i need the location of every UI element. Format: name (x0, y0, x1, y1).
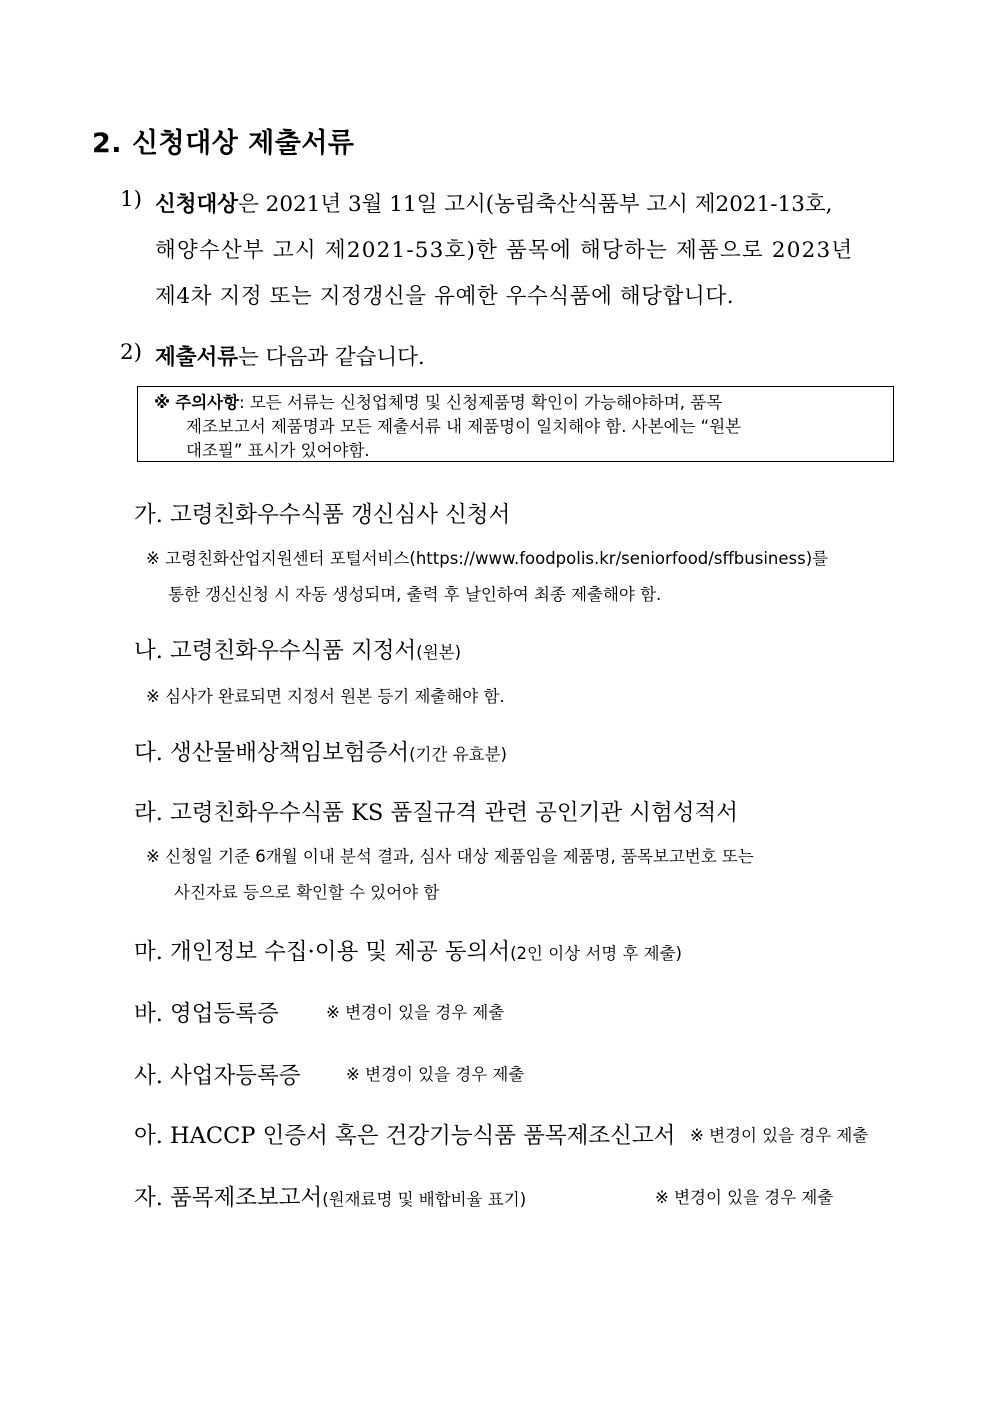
item-da-label: 다. 생산물배상책임보험증서 (134, 740, 410, 766)
documents-number: 2) (120, 340, 143, 365)
documents-line-text: 는 다음과 같습니다. (238, 345, 425, 370)
item-sa-label: 사. 사업자등록증 (134, 1063, 301, 1089)
item-ja-label: 자. 품목제조보고서 (134, 1185, 323, 1211)
item-ga-note-1: ※ 고령친화산업지원센터 포털서비스(https://www.foodpolis.kr/seniorfood/sffbusiness)를 (146, 549, 829, 568)
notice-line-3: 대조필” 표시가 있어야함. (186, 441, 370, 460)
notice-mark: ※ (154, 393, 171, 412)
target-line-2: 해양수산부 고시 제2021-53호)한 품목에 해당하는 제품으로 2023년 (155, 238, 854, 263)
item-ga-note-2: 통한 갱신신청 시 자동 생성되며, 출력 후 날인하여 최종 제출해야 함. (168, 585, 662, 604)
notice-line-1-text: : 모든 서류는 신청업체명 및 신청제품명 확인이 가능해야하며, 품목 (239, 393, 723, 412)
notice-label: 주의사항 (175, 393, 240, 412)
item-ma-suffix: (2인 이상 서명 후 제출) (510, 944, 682, 963)
item-ba-label: 바. 영업등록증 (134, 1001, 279, 1027)
item-ra-label: 라. 고령친화우수식품 KS 품질규격 관련 공인기관 시험성적서 (134, 800, 738, 826)
item-ga-label: 가. 고령친화우수식품 갱신심사 신청서 (134, 502, 511, 528)
target-line-3: 제4차 지정 또는 지정갱신을 유예한 우수식품에 해당합니다. (155, 284, 735, 309)
item-da-suffix: (기간 유효분) (409, 745, 507, 764)
item-ja-note: ※ 변경이 있을 경우 제출 (655, 1188, 834, 1207)
item-da (134, 735, 507, 767)
item-ba-note: ※ 변경이 있을 경우 제출 (326, 1003, 505, 1022)
item-ra-note-2: 사진자료 등으로 확인할 수 있어야 함 (174, 883, 440, 902)
item-na-label: 나. 고령친화우수식품 지정서 (134, 638, 417, 664)
section-title: 2. 신청대상 제출서류 (92, 128, 355, 159)
notice-box (137, 386, 894, 462)
target-number: 1) (120, 187, 143, 212)
item-na-suffix: (원본) (416, 643, 462, 662)
item-ra-note-1: ※ 신청일 기준 6개월 이내 분석 결과, 심사 대상 제품임을 제품명, 품목보고번호 또는 (146, 847, 754, 866)
item-a-note: ※ 변경이 있을 경우 제출 (690, 1126, 869, 1145)
notice-line-1 (154, 389, 722, 413)
notice-line-2: 제조보고서 제품명과 모든 제출서류 내 제품명이 일치해야 함. 사본에는 “원본 (186, 417, 742, 436)
documents-line (155, 340, 425, 371)
item-ma (134, 934, 682, 966)
item-ja-suffix: (원재료명 및 배합비율 표기) (322, 1190, 527, 1209)
target-bold-label: 신청대상 (155, 192, 239, 217)
item-ja (134, 1180, 526, 1212)
item-na-note-1: ※ 심사가 완료되면 지정서 원본 등기 제출해야 함. (146, 687, 505, 706)
item-ma-label: 마. 개인정보 수집·이용 및 제공 동의서 (134, 939, 511, 965)
documents-bold-label: 제출서류 (155, 345, 239, 370)
target-line-1 (155, 187, 895, 218)
target-line-1-text: 은 2021년 3월 11일 고시(농림축산식품부 고시 제2021-13호, (238, 192, 833, 217)
item-a-label: 아. HACCP 인증서 혹은 건강기능식품 품목제조신고서 (134, 1123, 676, 1149)
item-na (134, 633, 461, 665)
item-sa-note: ※ 변경이 있을 경우 제출 (346, 1065, 525, 1084)
